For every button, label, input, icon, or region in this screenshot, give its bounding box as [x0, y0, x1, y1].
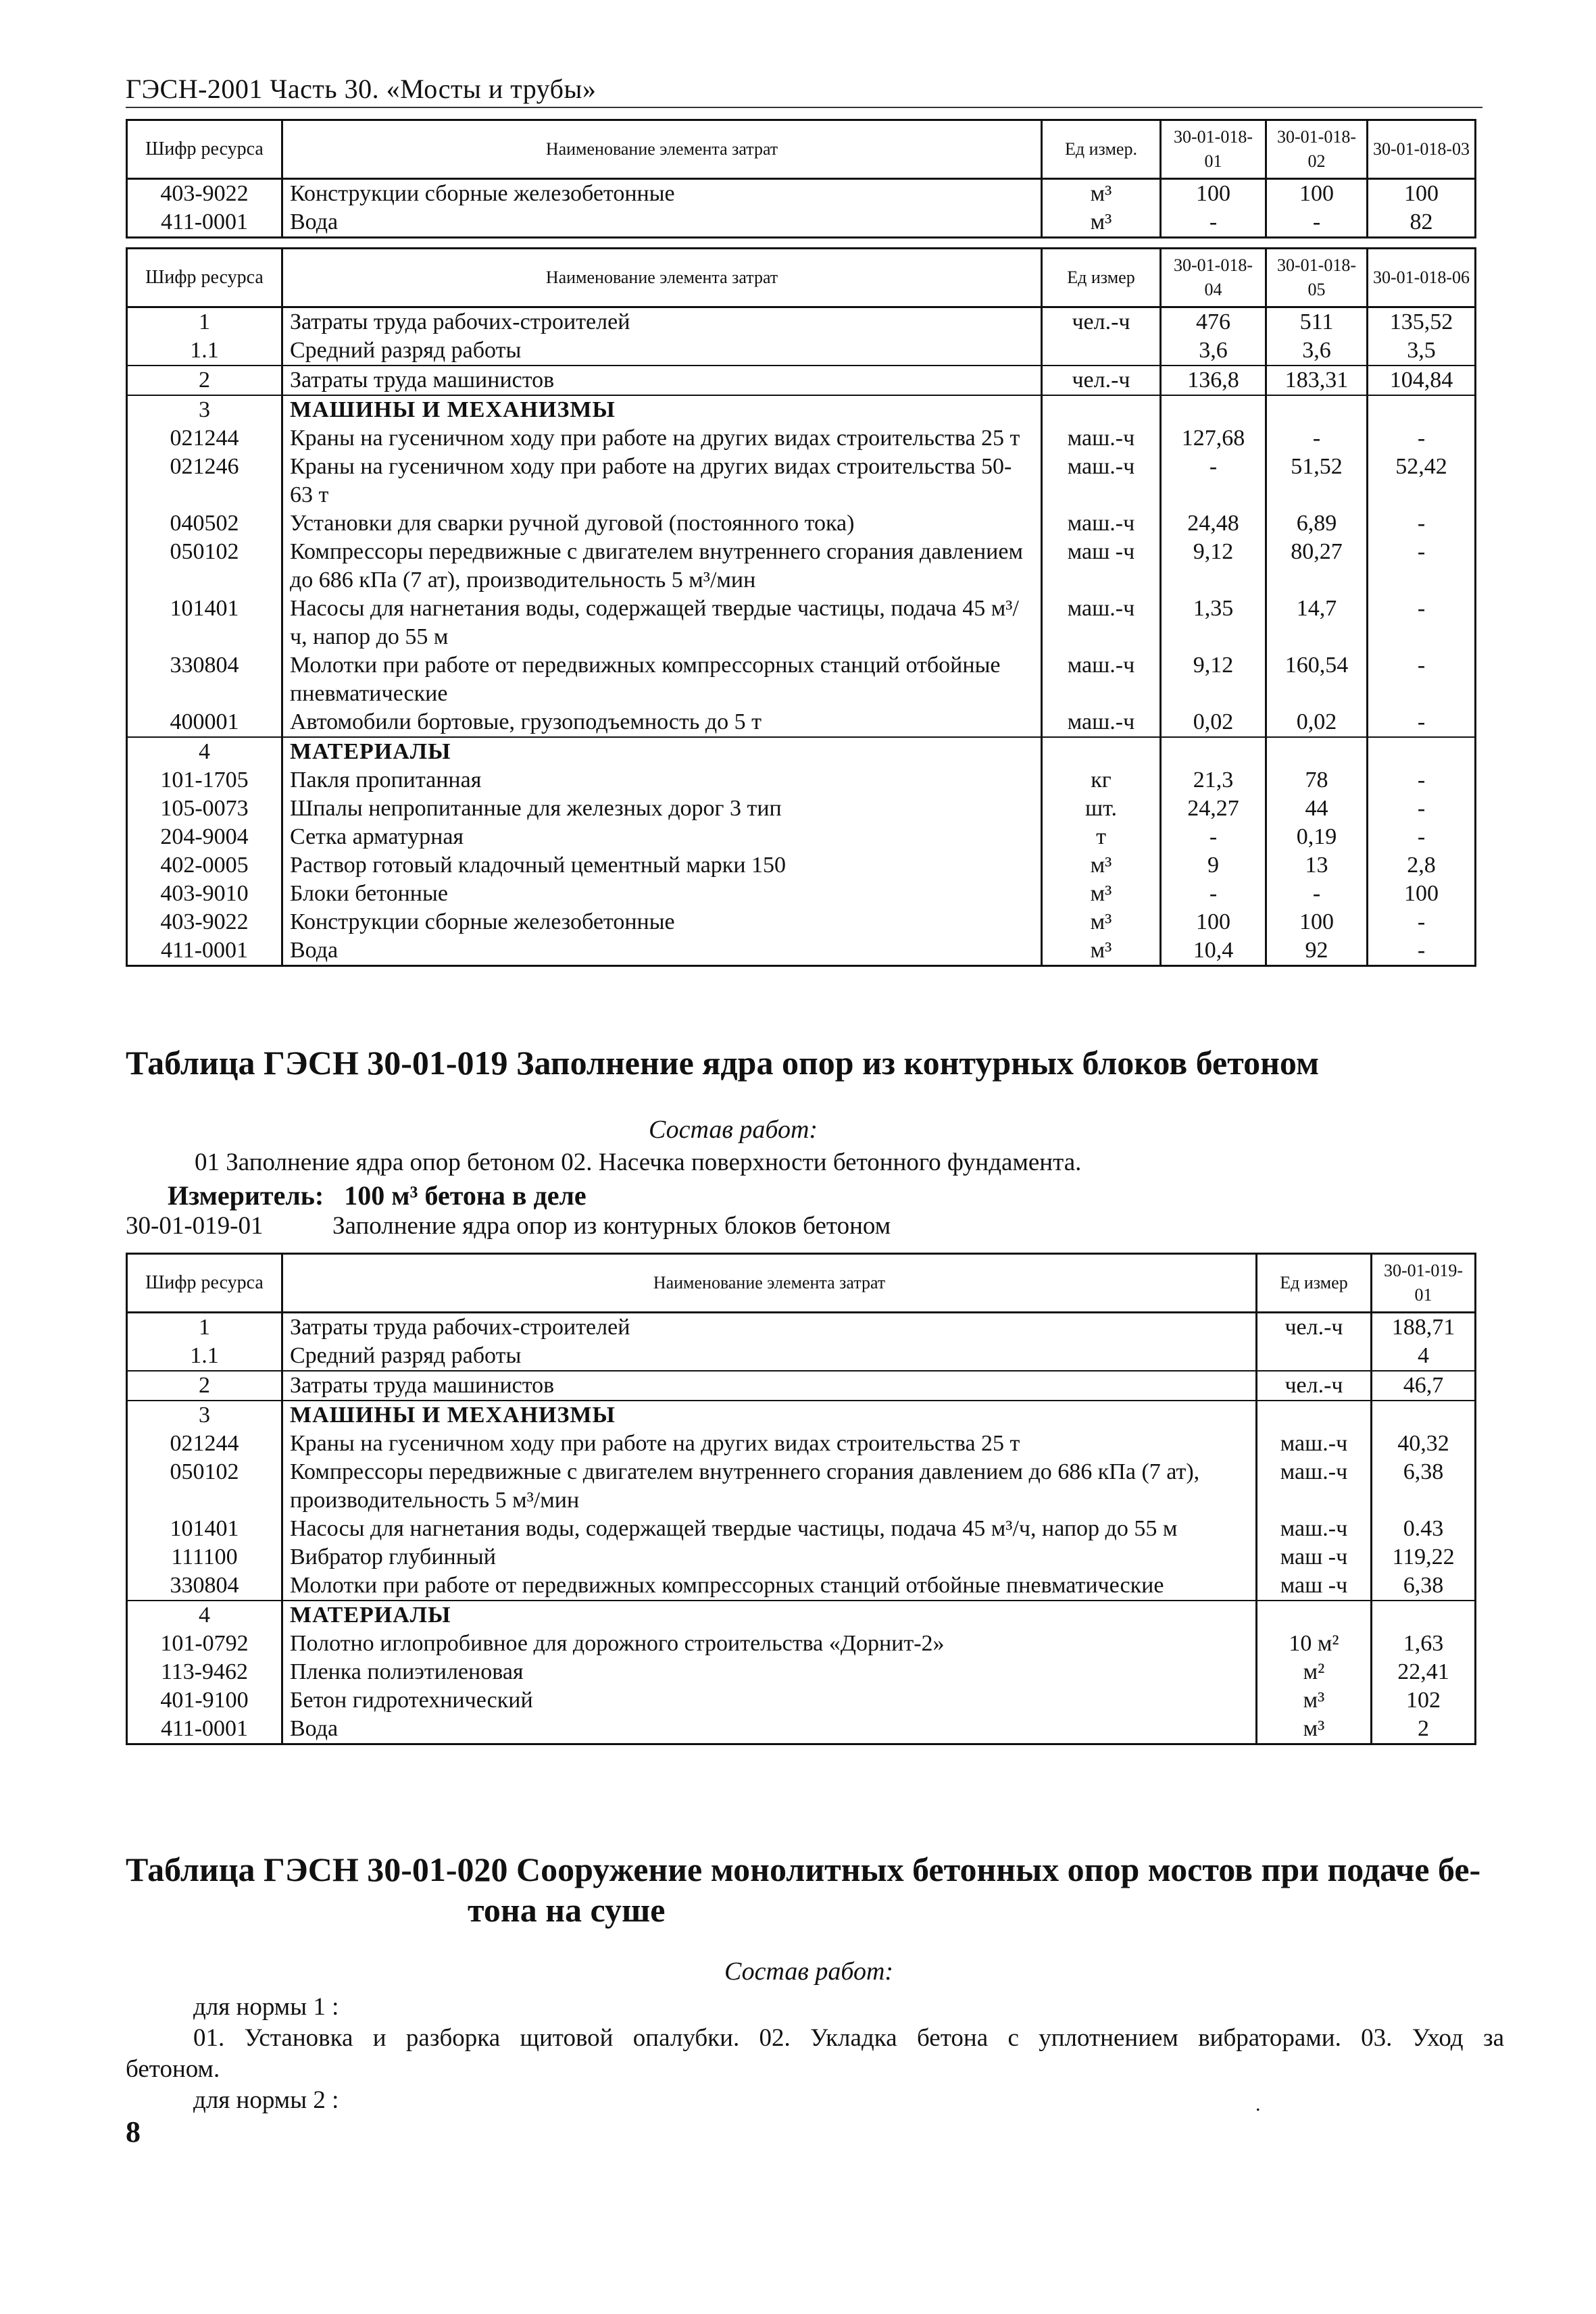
table-row — [127, 208, 1476, 238]
norm2-label: для нормы 2 : — [193, 2086, 339, 2114]
cost-element-name: Полотно иглопробивное для дорожного строительства «Дорнит-2» — [282, 1630, 1257, 1658]
cost-element-name: Конструкции сборные железобетонные — [282, 179, 1042, 209]
norm-value-1: 3,6 — [1161, 336, 1266, 366]
table-row — [127, 336, 1476, 366]
norm-value-1: 24,48 — [1161, 509, 1266, 538]
norm-value-3: 2,8 — [1368, 851, 1476, 880]
norm-value-3: - — [1368, 708, 1476, 737]
norm-value-1: 1,35 — [1161, 595, 1266, 651]
measure-label: Измеритель: — [168, 1180, 324, 1211]
norm-value-3: - — [1368, 766, 1476, 795]
norm-value-2: - — [1266, 424, 1368, 453]
unit-cell — [1042, 336, 1161, 366]
cost-element-name: Вода — [282, 208, 1042, 238]
header-code: Шифр ресурса — [127, 120, 282, 179]
unit-cell: т — [1042, 823, 1161, 851]
resource-code: 411-0001 — [127, 208, 282, 238]
cost-element-name: Блоки бетонные — [282, 880, 1042, 908]
stray-mark: . — [1255, 2093, 1261, 2115]
measure-line — [168, 1180, 587, 1211]
table-row — [127, 708, 1476, 737]
cost-element-name: Вода — [282, 1715, 1257, 1744]
page-number: 8 — [126, 2115, 141, 2148]
cost-element-name: Вода — [282, 936, 1042, 966]
norm-value-1: 127,68 — [1161, 424, 1266, 453]
norm-value-3: - — [1368, 595, 1476, 651]
norm1-label: для нормы 1 : — [193, 1993, 339, 2021]
norm-value-3: - — [1368, 651, 1476, 708]
cost-element-name: Затраты труда рабочих-строителей — [282, 1313, 1257, 1342]
norm-value-1: 1,63 — [1372, 1630, 1476, 1658]
table-020-title-line2: тона на суше — [468, 1891, 666, 1929]
norm-value-1: 21,3 — [1161, 766, 1266, 795]
norm-value-2: 44 — [1266, 795, 1368, 823]
table-row — [127, 1658, 1476, 1686]
cost-element-name: Затраты труда рабочих-строителей — [282, 307, 1042, 337]
norm-value-2: 80,27 — [1266, 538, 1368, 595]
table-row — [127, 509, 1476, 538]
table-row — [127, 1371, 1476, 1401]
resource-code: 105-0073 — [127, 795, 282, 823]
unit-cell: м³ — [1042, 851, 1161, 880]
resource-code: 050102 — [127, 538, 282, 595]
header-name: Наименование элемента затрат — [282, 1254, 1257, 1313]
cost-element-name: Молотки при работе от передвижных компрессорных станций отбойные пневматические — [282, 1571, 1257, 1601]
header-name: Наименование элемента затрат — [282, 120, 1042, 179]
resource-code: 411-0001 — [127, 936, 282, 966]
resource-code: 4 — [127, 737, 282, 766]
norm-value-3 — [1368, 395, 1476, 424]
norm-value-2: 13 — [1266, 851, 1368, 880]
table-row — [127, 307, 1476, 337]
resource-code: 1.1 — [127, 336, 282, 366]
norm-value-1 — [1372, 1401, 1476, 1430]
table-row — [127, 1601, 1476, 1630]
norm-name: Заполнение ядра опор из контурных блоков бетоном — [332, 1212, 891, 1240]
resource-code: 411-0001 — [127, 1715, 282, 1744]
norm1-text-line2: бетоном. — [126, 2055, 220, 2083]
norm-value-2: 51,52 — [1266, 453, 1368, 509]
resource-code: 101401 — [127, 595, 282, 651]
table-row — [127, 1430, 1476, 1458]
unit-cell: маш.-ч — [1042, 453, 1161, 509]
unit-cell: маш.-ч — [1042, 509, 1161, 538]
resource-code: 330804 — [127, 1571, 282, 1601]
table-row — [127, 595, 1476, 651]
cost-element-name: Затраты труда машинистов — [282, 1371, 1257, 1401]
table-018-part2 — [126, 247, 1476, 967]
unit-cell: чел.-ч — [1257, 1313, 1372, 1342]
cost-element-name: Сетка арматурная — [282, 823, 1042, 851]
resource-code: 400001 — [127, 708, 282, 737]
header-norm-1: 30-01-018-01 — [1161, 120, 1266, 179]
norm1-text-line1: 01. Установка и разборка щитовой опалубки. 02. Укладка бетона с уплотнением вибраторами. 03. Уход за — [193, 2024, 1504, 2052]
header-norm-1: 30-01-019-01 — [1372, 1254, 1476, 1313]
norm-value-1: 119,22 — [1372, 1543, 1476, 1571]
resource-code: 402-0005 — [127, 851, 282, 880]
norm-value-3: - — [1368, 823, 1476, 851]
unit-cell: шт. — [1042, 795, 1161, 823]
unit-cell: кг — [1042, 766, 1161, 795]
norm-value-1: 10,4 — [1161, 936, 1266, 966]
norm-value-3: 100 — [1368, 179, 1476, 209]
cost-element-name: Установки для сварки ручной дуговой (постоянного тока) — [282, 509, 1042, 538]
norm-value-1: 6,38 — [1372, 1571, 1476, 1601]
cost-element-name: Конструкции сборные железобетонные — [282, 908, 1042, 936]
norm-value-1: 9 — [1161, 851, 1266, 880]
unit-cell: м³ — [1042, 908, 1161, 936]
cost-element-name: Вибратор глубинный — [282, 1543, 1257, 1571]
cost-element-name: Средний разряд работы — [282, 1342, 1257, 1371]
resource-code: 101-1705 — [127, 766, 282, 795]
header-row — [127, 120, 1476, 179]
norm-value-2 — [1266, 395, 1368, 424]
norm-value-1: 476 — [1161, 307, 1266, 337]
header-name: Наименование элемента затрат — [282, 249, 1042, 307]
norm-value-2: 183,31 — [1266, 366, 1368, 395]
norm-value-1: 9,12 — [1161, 651, 1266, 708]
unit-cell: чел.-ч — [1042, 366, 1161, 395]
norm-value-1: - — [1161, 880, 1266, 908]
norm-value-3: 104,84 — [1368, 366, 1476, 395]
cost-element-name: Насосы для нагнетания воды, содержащей твердые частицы, подача 45 м³/ч, напор до 55 м — [282, 1515, 1257, 1543]
unit-cell — [1257, 1401, 1372, 1430]
norm-value-1: 0.43 — [1372, 1515, 1476, 1543]
unit-cell: маш.-ч — [1042, 708, 1161, 737]
unit-cell: м³ — [1042, 880, 1161, 908]
unit-cell: маш.-ч — [1042, 424, 1161, 453]
unit-cell: м³ — [1257, 1686, 1372, 1715]
cost-element-name: Пленка полиэтиленовая — [282, 1658, 1257, 1686]
table-row — [127, 1342, 1476, 1371]
table-row — [127, 1458, 1476, 1515]
norm-value-1: 188,71 — [1372, 1313, 1476, 1342]
table-row — [127, 424, 1476, 453]
cost-element-name: Насосы для нагнетания воды, содержащей твердые частицы, подача 45 м³/ч, напор до 55 м — [282, 595, 1042, 651]
table-row — [127, 908, 1476, 936]
table-row — [127, 795, 1476, 823]
norm-value-1: 40,32 — [1372, 1430, 1476, 1458]
cost-element-name: Шпалы непропитанные для железных дорог 3 тип — [282, 795, 1042, 823]
header-row — [127, 249, 1476, 307]
table-row — [127, 395, 1476, 424]
norm-value-3: - — [1368, 908, 1476, 936]
norm-value-3: - — [1368, 424, 1476, 453]
resource-code: 021246 — [127, 453, 282, 509]
unit-cell: м² — [1257, 1658, 1372, 1686]
cost-element-name: Компрессоры передвижные с двигателем внутреннего сгорания давлением до 686 кПа (7 ат), производительность 5 м³/мин — [282, 1458, 1257, 1515]
norm-value-2: 3,6 — [1266, 336, 1368, 366]
table-row — [127, 823, 1476, 851]
resource-code: 113-9462 — [127, 1658, 282, 1686]
unit-cell: м³ — [1257, 1715, 1372, 1744]
cost-element-name: Бетон гидротехнический — [282, 1686, 1257, 1715]
norm-value-1: - — [1161, 823, 1266, 851]
unit-cell: 10 м² — [1257, 1630, 1372, 1658]
header-norm-2: 30-01-018-05 — [1266, 249, 1368, 307]
norm-value-1: 24,27 — [1161, 795, 1266, 823]
resource-code: 021244 — [127, 1430, 282, 1458]
resource-code: 403-9010 — [127, 880, 282, 908]
unit-cell: маш.-ч — [1042, 595, 1161, 651]
table-row — [127, 538, 1476, 595]
norm-value-2 — [1266, 737, 1368, 766]
unit-cell: м³ — [1042, 208, 1161, 238]
table-020-title-line1: Таблица ГЭСН 30-01-020 Сооружение монолитных бетонных опор мостов при подаче бе- — [126, 1851, 1481, 1888]
norm-value-1: 46,7 — [1372, 1371, 1476, 1401]
unit-cell: маш.-ч — [1257, 1458, 1372, 1515]
norm-value-3 — [1368, 737, 1476, 766]
norm-value-2: 511 — [1266, 307, 1368, 337]
cost-element-name: Краны на гусеничном ходу при работе на других видах строительства 50-63 т — [282, 453, 1042, 509]
section-heading: МАТЕРИАЛЫ — [282, 1601, 1257, 1630]
header-code: Шифр ресурса — [127, 249, 282, 307]
cost-element-name: Автомобили бортовые, грузоподъемность до 5 т — [282, 708, 1042, 737]
unit-cell: маш -ч — [1042, 538, 1161, 595]
norm-value-1: 100 — [1161, 908, 1266, 936]
resource-code: 111100 — [127, 1543, 282, 1571]
section-heading: МАТЕРИАЛЫ — [282, 737, 1042, 766]
resource-code: 403-9022 — [127, 179, 282, 209]
norm-value-3: - — [1368, 538, 1476, 595]
norm-value-1: 100 — [1161, 179, 1266, 209]
table-019-title: Таблица ГЭСН 30-01-019 Заполнение ядра опор из контурных блоков бетоном — [126, 1044, 1320, 1082]
resource-code: 2 — [127, 366, 282, 395]
header-unit: Ед измер — [1042, 249, 1161, 307]
unit-cell — [1042, 737, 1161, 766]
resource-code: 101-0792 — [127, 1630, 282, 1658]
header-code: Шифр ресурса — [127, 1254, 282, 1313]
resource-code: 4 — [127, 1601, 282, 1630]
cost-element-name: Краны на гусеничном ходу при работе на других видах строительства 25 т — [282, 424, 1042, 453]
resource-code: 021244 — [127, 424, 282, 453]
norm-value-1: 9,12 — [1161, 538, 1266, 595]
norm-value-1: 136,8 — [1161, 366, 1266, 395]
table-row — [127, 851, 1476, 880]
unit-cell: м³ — [1042, 936, 1161, 966]
cost-element-name: Затраты труда машинистов — [282, 366, 1042, 395]
resource-code: 403-9022 — [127, 908, 282, 936]
cost-element-name: Средний разряд работы — [282, 336, 1042, 366]
norm-value-1 — [1161, 395, 1266, 424]
table-row — [127, 1543, 1476, 1571]
unit-cell — [1257, 1601, 1372, 1630]
norm-value-2: 100 — [1266, 179, 1368, 209]
unit-cell: маш -ч — [1257, 1571, 1372, 1601]
norm-value-1: 0,02 — [1161, 708, 1266, 737]
header-unit: Ед измер. — [1042, 120, 1161, 179]
norm-value-2: 78 — [1266, 766, 1368, 795]
table-row — [127, 1401, 1476, 1430]
table-row — [127, 1313, 1476, 1342]
header-rule — [126, 107, 1482, 108]
resource-code: 204-9004 — [127, 823, 282, 851]
header-norm-3: 30-01-018-03 — [1368, 120, 1476, 179]
resource-code: 1.1 — [127, 1342, 282, 1371]
norm-value-1: 22,41 — [1372, 1658, 1476, 1686]
table-row — [127, 651, 1476, 708]
norm-value-2: 0,02 — [1266, 708, 1368, 737]
table-row — [127, 737, 1476, 766]
norm-value-3: 52,42 — [1368, 453, 1476, 509]
resource-code: 2 — [127, 1371, 282, 1401]
unit-cell: маш -ч — [1257, 1543, 1372, 1571]
cost-element-name: Краны на гусеничном ходу при работе на других видах строительства 25 т — [282, 1430, 1257, 1458]
measure-value: 100 м³ бетона в деле — [344, 1180, 587, 1211]
cost-element-name: Компрессоры передвижные с двигателем внутреннего сгорания давлением до 686 кПа (7 ат), производительность 5 м³/мин — [282, 538, 1042, 595]
unit-cell: чел.-ч — [1257, 1371, 1372, 1401]
norm-code: 30-01-019-01 — [126, 1212, 264, 1240]
section-heading: МАШИНЫ И МЕХАНИЗМЫ — [282, 395, 1042, 424]
norm-value-1: - — [1161, 453, 1266, 509]
table-row — [127, 880, 1476, 908]
norm-value-1 — [1161, 737, 1266, 766]
norm-value-3: - — [1368, 936, 1476, 966]
norm-value-2: - — [1266, 208, 1368, 238]
norm-value-3: 82 — [1368, 208, 1476, 238]
work-composition-label-020: Состав работ: — [724, 1957, 894, 1986]
cost-element-name: Раствор готовый кладочный цементный марки 150 — [282, 851, 1042, 880]
resource-code: 040502 — [127, 509, 282, 538]
resource-code: 1 — [127, 307, 282, 337]
norm-value-2: 6,89 — [1266, 509, 1368, 538]
norm-value-3: - — [1368, 509, 1476, 538]
resource-code: 050102 — [127, 1458, 282, 1515]
table-row — [127, 1686, 1476, 1715]
cost-element-name: Пакля пропитанная — [282, 766, 1042, 795]
table-row — [127, 179, 1476, 209]
table-row — [127, 936, 1476, 966]
table-row — [127, 766, 1476, 795]
cost-element-name: Молотки при работе от передвижных компрессорных станций отбойные пневматические — [282, 651, 1042, 708]
norm-value-1 — [1372, 1601, 1476, 1630]
resource-code: 330804 — [127, 651, 282, 708]
norm-value-2: - — [1266, 880, 1368, 908]
norm-value-3: - — [1368, 795, 1476, 823]
header-unit: Ед измер — [1257, 1254, 1372, 1313]
header-row — [127, 1254, 1476, 1313]
running-title: ГЭСН-2001 Часть 30. «Мосты и трубы» — [126, 74, 597, 104]
resource-code: 401-9100 — [127, 1686, 282, 1715]
norm-value-3: 100 — [1368, 880, 1476, 908]
norm-value-2: 92 — [1266, 936, 1368, 966]
norm-value-2: 160,54 — [1266, 651, 1368, 708]
unit-cell: чел.-ч — [1042, 307, 1161, 337]
norm-value-2: 100 — [1266, 908, 1368, 936]
header-norm-2: 30-01-018-02 — [1266, 120, 1368, 179]
unit-cell: маш.-ч — [1042, 651, 1161, 708]
section-heading: МАШИНЫ И МЕХАНИЗМЫ — [282, 1401, 1257, 1430]
table-row — [127, 1515, 1476, 1543]
norm-value-2: 14,7 — [1266, 595, 1368, 651]
table-row — [127, 366, 1476, 395]
header-norm-3: 30-01-018-06 — [1368, 249, 1476, 307]
unit-cell: маш.-ч — [1257, 1515, 1372, 1543]
norm-value-3: 3,5 — [1368, 336, 1476, 366]
table-018-part1 — [126, 119, 1476, 238]
table-row — [127, 1715, 1476, 1744]
work-composition-label: Состав работ: — [649, 1115, 818, 1144]
table-row — [127, 1571, 1476, 1601]
norm-value-2: 0,19 — [1266, 823, 1368, 851]
norm-value-1: 102 — [1372, 1686, 1476, 1715]
header-norm-1: 30-01-018-04 — [1161, 249, 1266, 307]
unit-cell: маш.-ч — [1257, 1430, 1372, 1458]
norm-value-1: 2 — [1372, 1715, 1476, 1744]
norm-value-1: 6,38 — [1372, 1458, 1476, 1515]
norm-value-1: - — [1161, 208, 1266, 238]
resource-code: 3 — [127, 395, 282, 424]
table-row — [127, 1630, 1476, 1658]
unit-cell: м³ — [1042, 179, 1161, 209]
resource-code: 101401 — [127, 1515, 282, 1543]
table-row — [127, 453, 1476, 509]
resource-code: 3 — [127, 1401, 282, 1430]
resource-code: 1 — [127, 1313, 282, 1342]
norm-value-1: 4 — [1372, 1342, 1476, 1371]
unit-cell — [1042, 395, 1161, 424]
unit-cell — [1257, 1342, 1372, 1371]
work-composition-text: 01 Заполнение ядра опор бетоном 02. Насечка поверхности бетонного фундамента. — [195, 1149, 1082, 1176]
norm-value-3: 135,52 — [1368, 307, 1476, 337]
table-019 — [126, 1253, 1476, 1745]
